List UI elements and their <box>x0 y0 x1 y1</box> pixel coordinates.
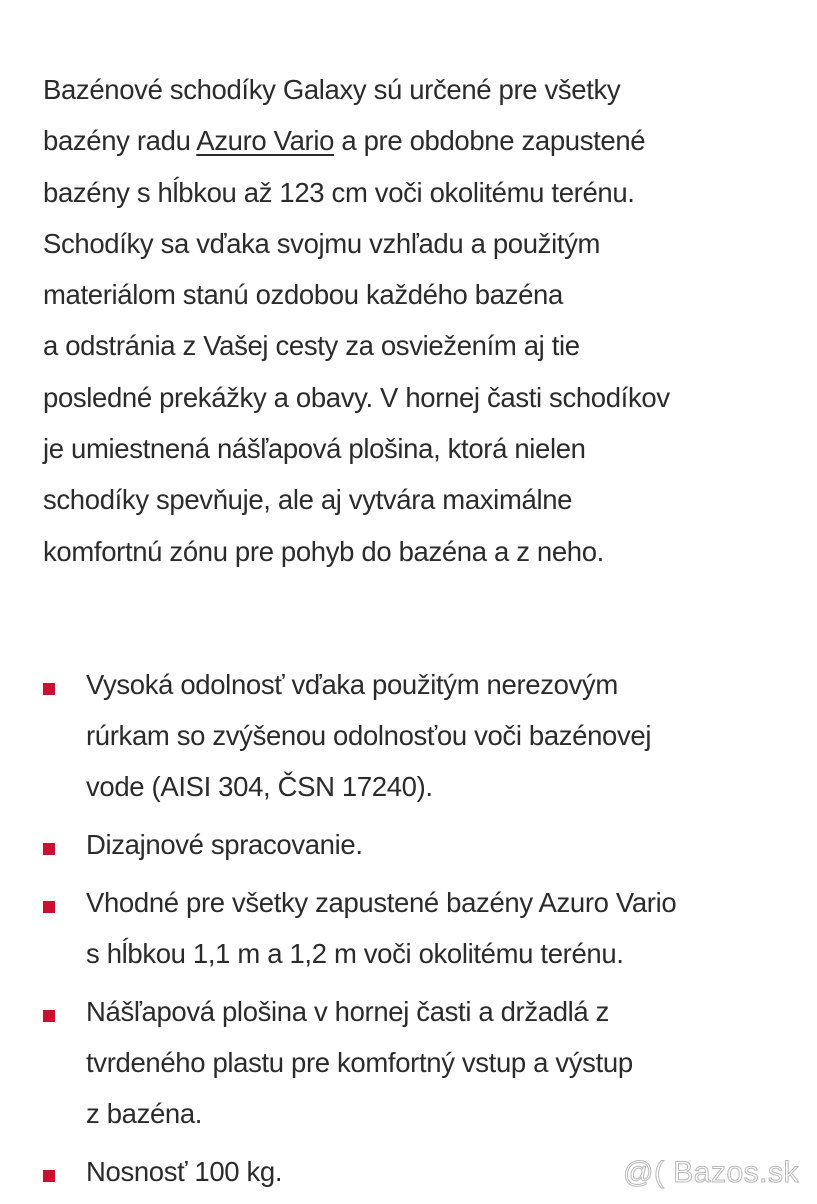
azuro-vario-link[interactable]: Azuro Vario <box>196 125 335 157</box>
text-line: komfortnú zónu pre pohyb do bazéna a z neho. <box>43 535 604 567</box>
square-bullet-icon <box>43 1170 55 1182</box>
text-line: a odstránia z Vašej cesty za osviežením aj tie <box>43 330 580 362</box>
square-bullet-icon <box>43 1010 55 1022</box>
description-paragraph <box>43 64 803 577</box>
description-block <box>43 64 803 577</box>
text-line: bazény s hĺbkou až 123 cm voči okolitému terénu. <box>43 176 635 208</box>
list-item: Dizajnové spracovanie. <box>43 819 803 870</box>
text-line: materiálom stanú ozdobou každého bazéna <box>43 279 563 311</box>
text-line: Bazénové schodíky Galaxy sú určené pre všetky <box>43 74 621 105</box>
feature-list <box>43 659 803 1204</box>
text-line: schodíky spevňuje, ale aj vytvára maximálne <box>43 484 573 516</box>
text-line: je umiestnená nášľapová plošina, ktorá nielen <box>43 433 586 465</box>
square-bullet-icon <box>43 683 55 695</box>
text-line: Schodíky sa vďaka svojmu vzhľadu a použitým <box>43 227 601 259</box>
bazos-watermark: @( Bazos.sk <box>623 1156 799 1189</box>
list-item: Vhodné pre všetky zapustené bazény Azuro Vario s hĺbkou 1,1 m a 1,2 m voči okolitému terénu. <box>43 877 803 979</box>
list-item: Vysoká odolnosť vďaka použitým nerezovým rúrkam so zvýšenou odolnosťou voči bazénovej vode (AISI 304, ČSN 17240). <box>43 659 803 812</box>
square-bullet-icon <box>43 843 55 855</box>
list-item: Nášľapová plošina v hornej časti a držadlá z tvrdeného plastu pre komfortný vstup a výstup z bazéna. <box>43 986 803 1139</box>
square-bullet-icon <box>43 901 55 913</box>
text-line: bazény radu Azuro Vario a pre obdobne zapustené <box>43 125 646 157</box>
text-line: posledné prekážky a obavy. V hornej časti schodíkov <box>43 381 670 413</box>
list-item: Nosnosť 100 kg. <box>43 1146 803 1197</box>
